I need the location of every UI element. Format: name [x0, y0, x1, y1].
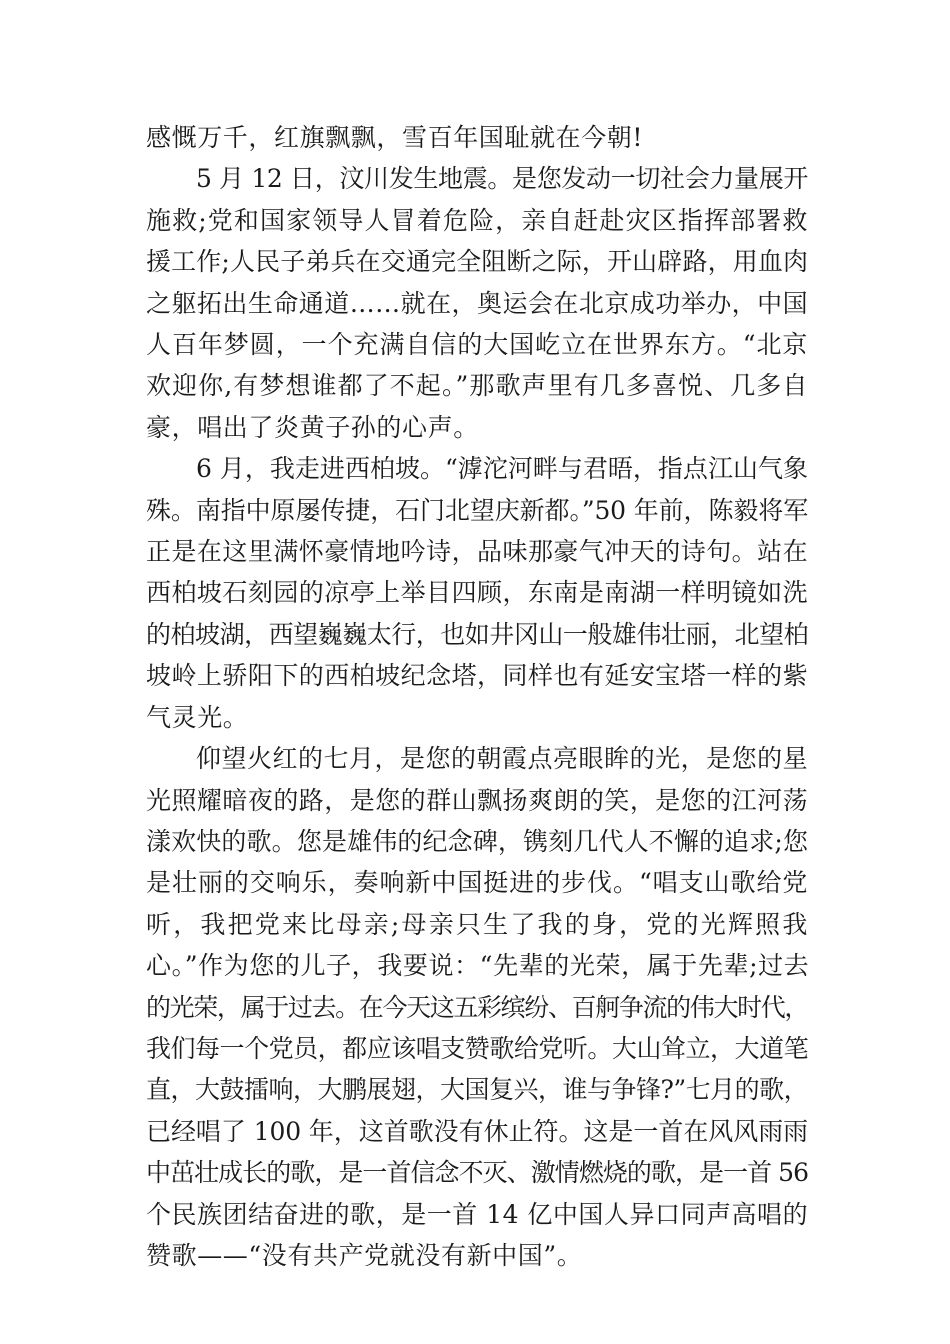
- text-line: 殊。南指中原屡传捷，石门北望庆新都。”50 年前，陈毅将军: [146, 495, 808, 525]
- document-body: [146, 117, 808, 1276]
- text-line: 6 月，我走进西柏坡。“滹沱河畔与君晤，指点江山气象: [196, 454, 808, 484]
- text-line: 是壮丽的交响乐，奏响新中国挺进的步伐。“唱支山歌给党: [146, 868, 808, 898]
- text-line: 听，我把党来比母亲;母亲只生了我的身，党的光辉照我: [146, 909, 808, 939]
- text-line: 的光荣，属于过去。在今天这五彩缤纷、百舸争流的伟大时代，: [146, 992, 808, 1022]
- text-line: 欢迎你,有梦想谁都了不起。”那歌声里有几多喜悦、几多自: [146, 371, 808, 401]
- text-line: 心。”作为您的儿子，我要说：“先辈的光荣，属于先辈;过去: [146, 951, 810, 981]
- text-line: 的柏坡湖，西望巍巍太行，也如井冈山一般雄伟壮丽，北望柏: [146, 619, 808, 649]
- text-line: 坡岭上骄阳下的西柏坡纪念塔，同样也有延安宝塔一样的紫: [146, 661, 808, 691]
- text-line: 已经唱了 100 年，这首歌没有休止符。这是一首在风风雨雨: [146, 1116, 808, 1146]
- text-line: 施救;党和国家领导人冒着危险，亲自赶赴灾区指挥部署救: [146, 205, 808, 235]
- text-line: 光照耀暗夜的路，是您的群山飘扬爽朗的笑，是您的江河荡: [146, 785, 808, 815]
- paragraph-2: [146, 158, 808, 448]
- text-line: 之躯拓出生命通道……就在，奥运会在北京成功举办，中国: [146, 288, 808, 318]
- text-line: 气灵光。: [146, 702, 249, 732]
- text-line: 豪，唱出了炎黄子孙的心声。: [146, 412, 479, 442]
- text-line: 我们每一个党员，都应该唱支赞歌给党听。大山耸立，大道笔: [146, 1033, 808, 1063]
- text-line: 漾欢快的歌。您是雄伟的纪念碑，镌刻几代人不懈的追求;您: [146, 826, 808, 856]
- text-line: 直，大鼓擂响，大鹏展翅，大国复兴，谁与争锋?”七月的歌，: [146, 1075, 808, 1105]
- text-line: 援工作;人民子弟兵在交通完全阻断之际，开山辟路，用血肉: [146, 247, 808, 277]
- text-line: 仰望火红的七月，是您的朝霞点亮眼眸的光，是您的星: [196, 744, 808, 774]
- text-line: 个民族团结奋进的歌，是一首 14 亿中国人异口同声高唱的: [146, 1199, 808, 1229]
- paragraph-4: [146, 738, 808, 1276]
- paragraph-3: [146, 448, 808, 738]
- text-line: 中茁壮成长的歌，是一首信念不灭、激情燃烧的歌，是一首 56: [146, 1158, 808, 1188]
- paragraph-1: [146, 117, 808, 158]
- text-line: 人百年梦圆，一个充满自信的大国屹立在世界东方。“北京: [146, 330, 808, 360]
- text-line: 正是在这里满怀豪情地吟诗，品味那豪气冲天的诗句。站在: [146, 537, 808, 567]
- text-line: 感慨万千，红旗飘飘，雪百年国耻就在今朝!: [146, 123, 644, 152]
- text-line: 西柏坡石刻园的凉亭上举目四顾，东南是南湖一样明镜如洗: [146, 578, 808, 608]
- text-line: 5 月 12 日，汶川发生地震。是您发动一切社会力量展开: [196, 164, 808, 194]
- text-line: 赞歌——“没有共产党就没有新中国”。: [146, 1240, 583, 1270]
